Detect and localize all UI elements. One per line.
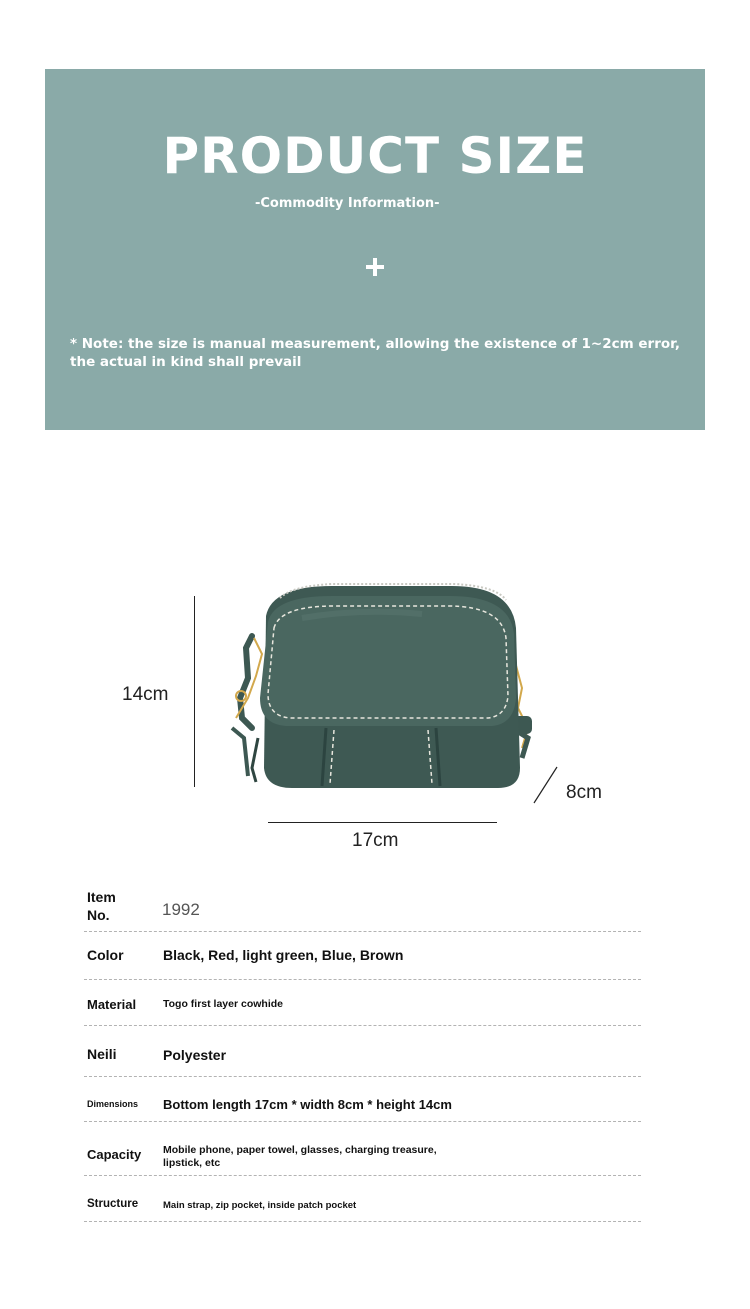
spec-row-item-no (84, 884, 641, 932)
width-indicator-line (268, 822, 497, 823)
spec-label-structure: Structure (87, 1198, 139, 1210)
plus-icon (363, 255, 387, 279)
spec-row-capacity (84, 1122, 641, 1176)
spec-row-lining (84, 1026, 641, 1077)
spec-value-color: Black, Red, light green, Blue, Brown (163, 947, 404, 963)
spec-label-lining: Neili (87, 1046, 117, 1062)
depth-label: 8cm (566, 782, 602, 803)
spec-value-dimensions: Bottom length 17cm * width 8cm * height 14cm (163, 1097, 452, 1112)
spec-value-material: Togo first layer cowhide (163, 998, 283, 1010)
spec-value-item-no: 1992 (162, 900, 200, 919)
spec-label-material: Material (87, 997, 137, 1012)
spec-label-capacity: Capacity (87, 1147, 142, 1162)
spec-value-lining: Polyester (163, 1047, 227, 1063)
crossbody-bag-photo (222, 578, 540, 794)
height-indicator-line (194, 596, 195, 787)
spec-row-color (84, 932, 641, 980)
header-banner (45, 69, 705, 430)
width-label: 17cm (352, 830, 399, 851)
spec-label-item-no: Item No. (87, 889, 116, 923)
spec-label-color: Color (87, 947, 124, 963)
spec-row-dimensions (84, 1077, 641, 1122)
spec-label-dimensions: Dimensions (87, 1099, 139, 1109)
page-title: PRODUCT SIZE (162, 127, 588, 185)
spec-value-capacity: Mobile phone, paper towel, glasses, charging treasure, lipstick, etc (163, 1144, 437, 1169)
page-subtitle: -Commodity Information- (255, 196, 440, 211)
spec-value-structure: Main strap, zip pocket, inside patch pocket (163, 1200, 357, 1211)
spec-row-structure (84, 1176, 641, 1222)
height-label: 14cm (122, 684, 169, 705)
spec-row-material (84, 980, 641, 1026)
measurement-note: * Note: the size is manual measurement, allowing the existence of 1~2cm error, the actual in kind shall prevail (70, 336, 680, 370)
